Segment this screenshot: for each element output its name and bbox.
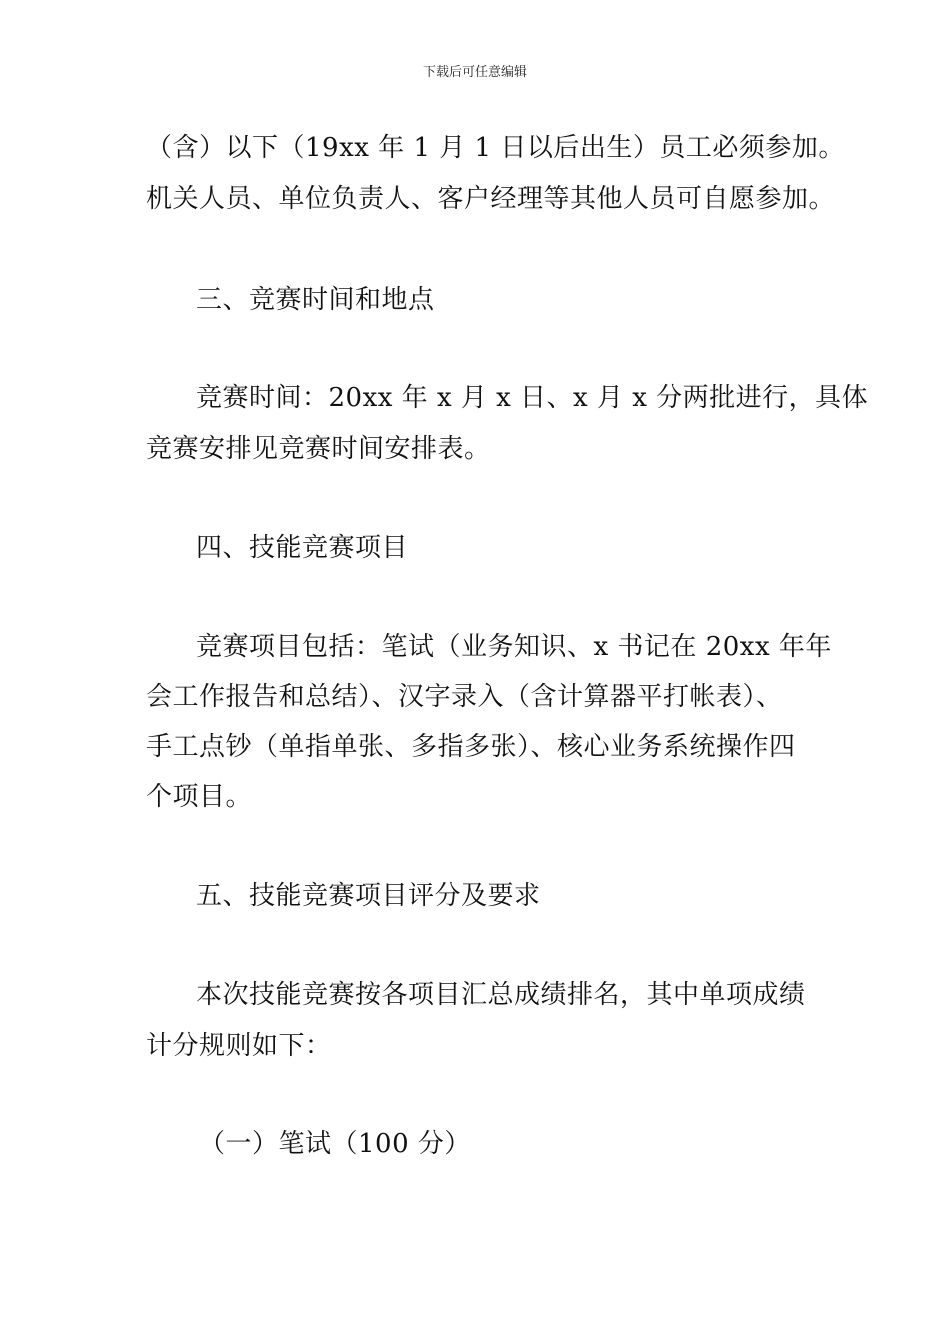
subsection-heading: （一）笔试（100 分） xyxy=(199,1129,471,1159)
body-line: 本次技能竞赛按各项目汇总成绩排名，其中单项成绩 xyxy=(196,980,806,1010)
section-heading: 四、技能竞赛项目 xyxy=(196,533,409,563)
body-line: 竞赛安排见竞赛时间安排表。 xyxy=(146,434,491,464)
body-line: 会工作报告和总结）、汉字录入（含计算器平打帐表）、 xyxy=(146,682,783,712)
body-line: 手工点钞（单指单张、多指多张）、核心业务系统操作四 xyxy=(146,732,796,762)
body-line: 计分规则如下： xyxy=(146,1031,332,1061)
section-heading: 五、技能竞赛项目评分及要求 xyxy=(196,881,541,911)
section-heading: 三、竞赛时间和地点 xyxy=(196,285,435,315)
body-line: 个项目。 xyxy=(146,782,253,812)
body-line: 机关人员、单位负责人、客户经理等其他人员可自愿参加。 xyxy=(146,184,836,214)
body-line: 竞赛时间：20xx 年 x 月 x 日、x 月 x 分两批进行，具体 xyxy=(196,383,869,413)
body-line: （含）以下（19xx 年 1 月 1 日以后出生）员工必须参加。 xyxy=(146,133,845,163)
page-header: 下载后可任意编辑 xyxy=(422,65,527,80)
body-line: 竞赛项目包括：笔试（业务知识、x 书记在 20xx 年年 xyxy=(196,632,832,662)
